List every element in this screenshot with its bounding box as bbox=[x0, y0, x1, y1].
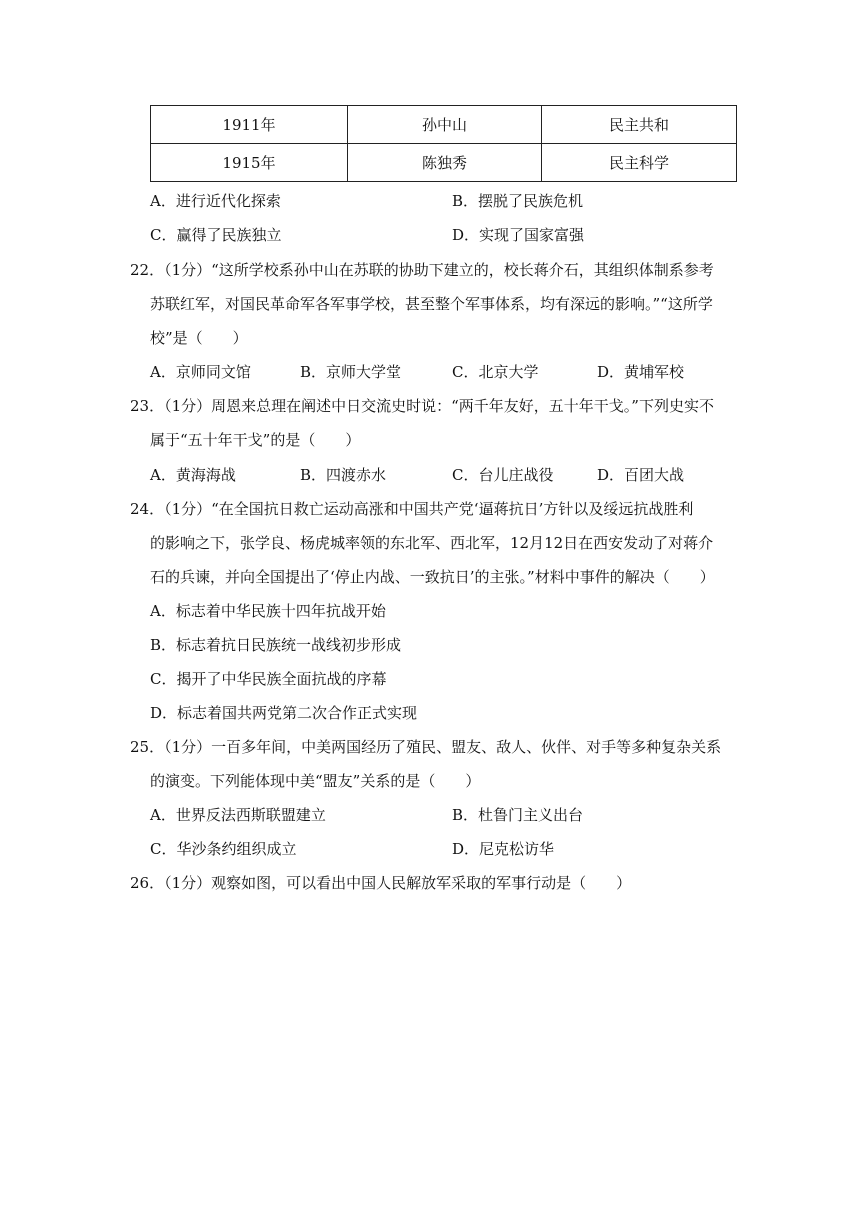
q22-option-c: C．北京大学 bbox=[452, 363, 539, 381]
q23-stem-line2: 属于“五十年干戈”的是（ ） bbox=[150, 431, 361, 449]
table-row bbox=[151, 144, 737, 182]
q24-option-b: B．标志着抗日民族统一战线初步形成 bbox=[150, 636, 402, 654]
q24-option-c: C．揭开了中华民族全面抗战的序幕 bbox=[150, 670, 387, 688]
q26-stem-line1: 26．（1分）观察如图，可以看出中国人民解放军采取的军事行动是（ ） bbox=[130, 874, 632, 892]
q23-option-c: C．台儿庄战役 bbox=[452, 466, 554, 484]
q21-option-a: A．进行近代化探索 bbox=[150, 192, 281, 210]
q22-option-d: D．黄埔军校 bbox=[597, 363, 685, 381]
table-cell: 陈独秀 bbox=[348, 144, 542, 182]
q21-option-d: D．实现了国家富强 bbox=[452, 226, 585, 244]
q21-option-c: C．赢得了民族独立 bbox=[150, 226, 282, 244]
q22-option-b: B．京师大学堂 bbox=[300, 363, 402, 381]
table-row bbox=[151, 106, 737, 144]
table-cell: 民主共和 bbox=[542, 106, 737, 144]
q22-stem-line1: 22．（1分）“这所学校系孙中山在苏联的协助下建立的，校长蒋介石，其组织体制系参考 bbox=[130, 261, 714, 279]
q24-stem-line1: 24．（1分）“在全国抗日救亡运动高涨和中国共产党‘逼蒋抗日’方针以及绥远抗战胜利 bbox=[130, 500, 694, 518]
table-cell: 1915年 bbox=[151, 144, 348, 182]
q24-option-a: A．标志着中华民族十四年抗战开始 bbox=[150, 602, 386, 620]
q23-stem-line1: 23．（1分）周恩来总理在阐述中日交流史时说：“两千年友好，五十年干戈。”下列史实不 bbox=[130, 397, 714, 415]
q25-option-d: D．尼克松访华 bbox=[452, 840, 555, 858]
info-table bbox=[150, 105, 737, 182]
q23-option-a: A．黄海海战 bbox=[150, 466, 236, 484]
q23-option-d: D．百团大战 bbox=[597, 466, 685, 484]
table-cell: 孙中山 bbox=[348, 106, 542, 144]
q24-stem-line3: 石的兵谏，并向全国提出了‘停止内战、一致抗日’的主张。”材料中事件的解决（ ） bbox=[150, 568, 715, 586]
q22-stem-line3: 校”是（ ） bbox=[150, 329, 248, 347]
q25-stem-line2: 的演变。下列能体现中美“盟友”关系的是（ ） bbox=[150, 772, 481, 790]
q23-option-b: B．四渡赤水 bbox=[300, 466, 387, 484]
q24-option-d: D．标志着国共两党第二次合作正式实现 bbox=[150, 704, 418, 722]
q22-stem-line2: 苏联红军，对国民革命军各军事学校，甚至整个军事体系，均有深远的影响。”“这所学 bbox=[150, 295, 713, 313]
q21-option-b: B．摆脱了民族危机 bbox=[452, 192, 584, 210]
q25-option-a: A．世界反法西斯联盟建立 bbox=[150, 806, 326, 824]
q22-option-a: A．京师同文馆 bbox=[150, 363, 251, 381]
q24-stem-line2: 的影响之下，张学良、杨虎城率领的东北军、西北军，12月12日在西安发动了对蒋介 bbox=[150, 534, 714, 552]
q25-option-c: C．华沙条约组织成立 bbox=[150, 840, 297, 858]
q25-stem-line1: 25．（1分）一百多年间，中美两国经历了殖民、盟友、敌人、伙伴、对手等多种复杂关系 bbox=[130, 738, 722, 756]
table-cell: 民主科学 bbox=[542, 144, 737, 182]
q25-option-b: B．杜鲁门主义出台 bbox=[452, 806, 584, 824]
table-cell: 1911年 bbox=[151, 106, 348, 144]
